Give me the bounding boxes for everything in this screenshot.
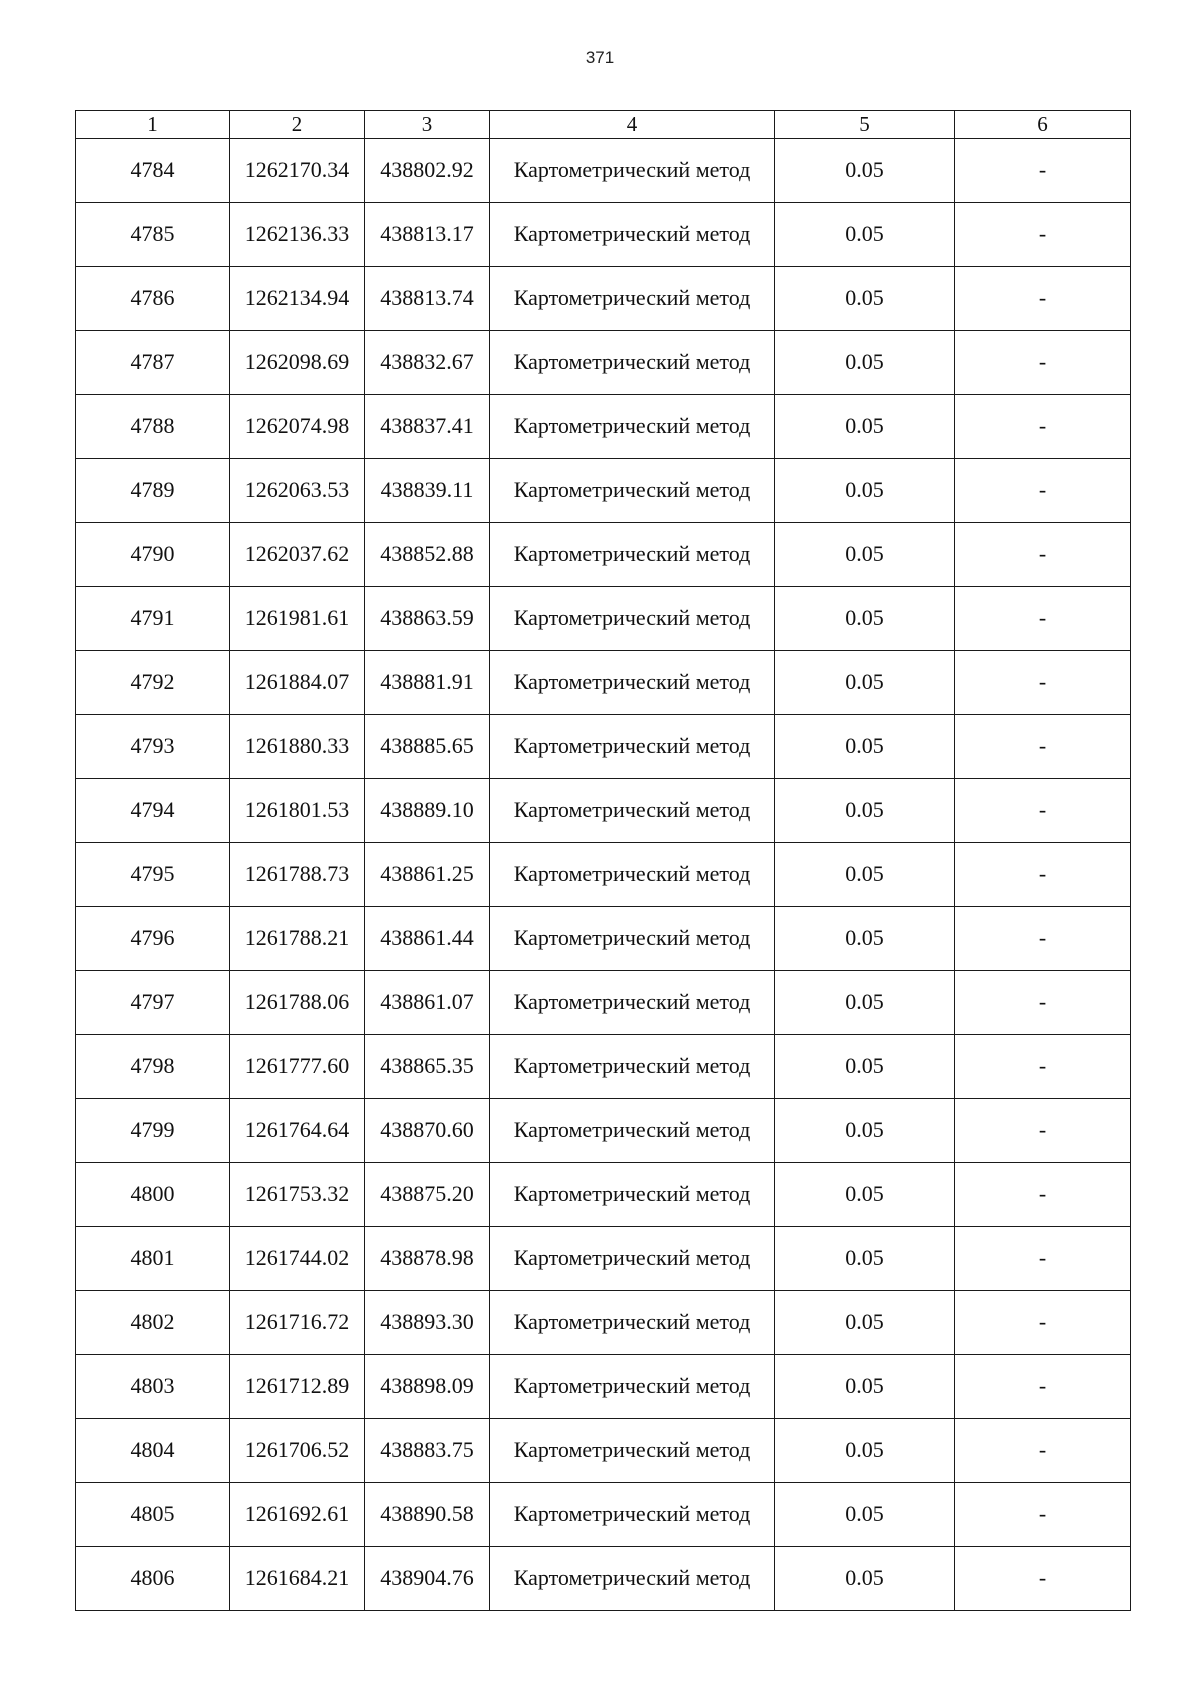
accuracy-cell: 0.05 xyxy=(775,843,955,907)
note-cell: - xyxy=(955,267,1131,331)
y-coordinate-cell: 438852.88 xyxy=(365,523,490,587)
accuracy-cell: 0.05 xyxy=(775,203,955,267)
table-row xyxy=(76,523,1131,587)
x-coordinate-cell: 1261788.21 xyxy=(230,907,365,971)
point-number-cell: 4799 xyxy=(76,1099,230,1163)
accuracy-cell: 0.05 xyxy=(775,1419,955,1483)
page-number: 371 xyxy=(585,48,615,67)
point-number-cell: 4794 xyxy=(76,779,230,843)
point-number-cell: 4806 xyxy=(76,1547,230,1611)
method-cell: Картометрический метод xyxy=(490,587,775,651)
table-row xyxy=(76,1227,1131,1291)
method-cell: Картометрический метод xyxy=(490,1355,775,1419)
table-row xyxy=(76,1035,1131,1099)
accuracy-cell: 0.05 xyxy=(775,523,955,587)
column-header: 3 xyxy=(365,111,490,139)
note-cell: - xyxy=(955,779,1131,843)
accuracy-cell: 0.05 xyxy=(775,587,955,651)
note-cell: - xyxy=(955,203,1131,267)
x-coordinate-cell: 1261706.52 xyxy=(230,1419,365,1483)
note-cell: - xyxy=(955,907,1131,971)
method-cell: Картометрический метод xyxy=(490,971,775,1035)
method-cell: Картометрический метод xyxy=(490,651,775,715)
note-cell: - xyxy=(955,139,1131,203)
accuracy-cell: 0.05 xyxy=(775,715,955,779)
method-cell: Картометрический метод xyxy=(490,1419,775,1483)
note-cell: - xyxy=(955,523,1131,587)
y-coordinate-cell: 438881.91 xyxy=(365,651,490,715)
x-coordinate-cell: 1262134.94 xyxy=(230,267,365,331)
table-row xyxy=(76,971,1131,1035)
table-row xyxy=(76,1483,1131,1547)
method-cell: Картометрический метод xyxy=(490,1483,775,1547)
point-number-cell: 4798 xyxy=(76,1035,230,1099)
x-coordinate-cell: 1262136.33 xyxy=(230,203,365,267)
accuracy-cell: 0.05 xyxy=(775,1483,955,1547)
x-coordinate-cell: 1261788.06 xyxy=(230,971,365,1035)
accuracy-cell: 0.05 xyxy=(775,907,955,971)
x-coordinate-cell: 1262063.53 xyxy=(230,459,365,523)
method-cell: Картометрический метод xyxy=(490,459,775,523)
point-number-cell: 4784 xyxy=(76,139,230,203)
y-coordinate-cell: 438837.41 xyxy=(365,395,490,459)
method-cell: Картометрический метод xyxy=(490,395,775,459)
accuracy-cell: 0.05 xyxy=(775,1291,955,1355)
accuracy-cell: 0.05 xyxy=(775,331,955,395)
y-coordinate-cell: 438861.44 xyxy=(365,907,490,971)
note-cell: - xyxy=(955,1355,1131,1419)
point-number-cell: 4801 xyxy=(76,1227,230,1291)
column-header: 6 xyxy=(955,111,1131,139)
accuracy-cell: 0.05 xyxy=(775,779,955,843)
table-body xyxy=(76,139,1131,1611)
x-coordinate-cell: 1261788.73 xyxy=(230,843,365,907)
x-coordinate-cell: 1261764.64 xyxy=(230,1099,365,1163)
accuracy-cell: 0.05 xyxy=(775,267,955,331)
note-cell: - xyxy=(955,1227,1131,1291)
method-cell: Картометрический метод xyxy=(490,1547,775,1611)
accuracy-cell: 0.05 xyxy=(775,651,955,715)
method-cell: Картометрический метод xyxy=(490,779,775,843)
point-number-cell: 4796 xyxy=(76,907,230,971)
method-cell: Картометрический метод xyxy=(490,1291,775,1355)
note-cell: - xyxy=(955,715,1131,779)
point-number-cell: 4802 xyxy=(76,1291,230,1355)
table-row xyxy=(76,1547,1131,1611)
method-cell: Картометрический метод xyxy=(490,267,775,331)
accuracy-cell: 0.05 xyxy=(775,1547,955,1611)
point-number-cell: 4787 xyxy=(76,331,230,395)
y-coordinate-cell: 438878.98 xyxy=(365,1227,490,1291)
note-cell: - xyxy=(955,587,1131,651)
column-header: 5 xyxy=(775,111,955,139)
point-number-cell: 4797 xyxy=(76,971,230,1035)
method-cell: Картометрический метод xyxy=(490,1099,775,1163)
table-row xyxy=(76,395,1131,459)
y-coordinate-cell: 438890.58 xyxy=(365,1483,490,1547)
y-coordinate-cell: 438904.76 xyxy=(365,1547,490,1611)
accuracy-cell: 0.05 xyxy=(775,1035,955,1099)
point-number-cell: 4786 xyxy=(76,267,230,331)
y-coordinate-cell: 438802.92 xyxy=(365,139,490,203)
table-row xyxy=(76,267,1131,331)
accuracy-cell: 0.05 xyxy=(775,395,955,459)
y-coordinate-cell: 438889.10 xyxy=(365,779,490,843)
point-number-cell: 4788 xyxy=(76,395,230,459)
x-coordinate-cell: 1262098.69 xyxy=(230,331,365,395)
note-cell: - xyxy=(955,971,1131,1035)
point-number-cell: 4804 xyxy=(76,1419,230,1483)
note-cell: - xyxy=(955,843,1131,907)
x-coordinate-cell: 1261753.32 xyxy=(230,1163,365,1227)
note-cell: - xyxy=(955,651,1131,715)
x-coordinate-cell: 1262037.62 xyxy=(230,523,365,587)
y-coordinate-cell: 438893.30 xyxy=(365,1291,490,1355)
column-header: 4 xyxy=(490,111,775,139)
table-row xyxy=(76,331,1131,395)
table-row xyxy=(76,1355,1131,1419)
point-number-cell: 4789 xyxy=(76,459,230,523)
point-number-cell: 4800 xyxy=(76,1163,230,1227)
table-row xyxy=(76,1099,1131,1163)
y-coordinate-cell: 438839.11 xyxy=(365,459,490,523)
x-coordinate-cell: 1261801.53 xyxy=(230,779,365,843)
x-coordinate-cell: 1262074.98 xyxy=(230,395,365,459)
point-number-cell: 4793 xyxy=(76,715,230,779)
point-number-cell: 4803 xyxy=(76,1355,230,1419)
table-row xyxy=(76,587,1131,651)
x-coordinate-cell: 1262170.34 xyxy=(230,139,365,203)
column-header: 1 xyxy=(76,111,230,139)
point-number-cell: 4785 xyxy=(76,203,230,267)
accuracy-cell: 0.05 xyxy=(775,139,955,203)
note-cell: - xyxy=(955,1483,1131,1547)
y-coordinate-cell: 438813.74 xyxy=(365,267,490,331)
method-cell: Картометрический метод xyxy=(490,843,775,907)
method-cell: Картометрический метод xyxy=(490,907,775,971)
y-coordinate-cell: 438865.35 xyxy=(365,1035,490,1099)
x-coordinate-cell: 1261884.07 xyxy=(230,651,365,715)
accuracy-cell: 0.05 xyxy=(775,459,955,523)
y-coordinate-cell: 438885.65 xyxy=(365,715,490,779)
y-coordinate-cell: 438813.17 xyxy=(365,203,490,267)
x-coordinate-cell: 1261716.72 xyxy=(230,1291,365,1355)
coordinates-table xyxy=(75,110,1131,1611)
table-row xyxy=(76,1419,1131,1483)
y-coordinate-cell: 438863.59 xyxy=(365,587,490,651)
accuracy-cell: 0.05 xyxy=(775,1163,955,1227)
point-number-cell: 4791 xyxy=(76,587,230,651)
method-cell: Картометрический метод xyxy=(490,139,775,203)
y-coordinate-cell: 438898.09 xyxy=(365,1355,490,1419)
x-coordinate-cell: 1261981.61 xyxy=(230,587,365,651)
note-cell: - xyxy=(955,1099,1131,1163)
y-coordinate-cell: 438883.75 xyxy=(365,1419,490,1483)
table-row xyxy=(76,907,1131,971)
accuracy-cell: 0.05 xyxy=(775,1099,955,1163)
x-coordinate-cell: 1261692.61 xyxy=(230,1483,365,1547)
table-row xyxy=(76,1291,1131,1355)
method-cell: Картометрический метод xyxy=(490,331,775,395)
method-cell: Картометрический метод xyxy=(490,1035,775,1099)
point-number-cell: 4805 xyxy=(76,1483,230,1547)
y-coordinate-cell: 438870.60 xyxy=(365,1099,490,1163)
note-cell: - xyxy=(955,395,1131,459)
note-cell: - xyxy=(955,1163,1131,1227)
table-row xyxy=(76,1163,1131,1227)
x-coordinate-cell: 1261744.02 xyxy=(230,1227,365,1291)
method-cell: Картометрический метод xyxy=(490,715,775,779)
method-cell: Картометрический метод xyxy=(490,523,775,587)
accuracy-cell: 0.05 xyxy=(775,1355,955,1419)
column-header: 2 xyxy=(230,111,365,139)
note-cell: - xyxy=(955,459,1131,523)
y-coordinate-cell: 438861.25 xyxy=(365,843,490,907)
point-number-cell: 4795 xyxy=(76,843,230,907)
method-cell: Картометрический метод xyxy=(490,1227,775,1291)
note-cell: - xyxy=(955,331,1131,395)
y-coordinate-cell: 438861.07 xyxy=(365,971,490,1035)
method-cell: Картометрический метод xyxy=(490,203,775,267)
x-coordinate-cell: 1261684.21 xyxy=(230,1547,365,1611)
y-coordinate-cell: 438832.67 xyxy=(365,331,490,395)
table-row xyxy=(76,459,1131,523)
table-header-row xyxy=(76,111,1131,139)
note-cell: - xyxy=(955,1035,1131,1099)
point-number-cell: 4792 xyxy=(76,651,230,715)
accuracy-cell: 0.05 xyxy=(775,971,955,1035)
note-cell: - xyxy=(955,1291,1131,1355)
x-coordinate-cell: 1261712.89 xyxy=(230,1355,365,1419)
note-cell: - xyxy=(955,1419,1131,1483)
table-row xyxy=(76,651,1131,715)
point-number-cell: 4790 xyxy=(76,523,230,587)
note-cell: - xyxy=(955,1547,1131,1611)
table-row xyxy=(76,139,1131,203)
accuracy-cell: 0.05 xyxy=(775,1227,955,1291)
table-row xyxy=(76,203,1131,267)
x-coordinate-cell: 1261880.33 xyxy=(230,715,365,779)
x-coordinate-cell: 1261777.60 xyxy=(230,1035,365,1099)
table-row xyxy=(76,843,1131,907)
table-row xyxy=(76,715,1131,779)
y-coordinate-cell: 438875.20 xyxy=(365,1163,490,1227)
method-cell: Картометрический метод xyxy=(490,1163,775,1227)
table-row xyxy=(76,779,1131,843)
